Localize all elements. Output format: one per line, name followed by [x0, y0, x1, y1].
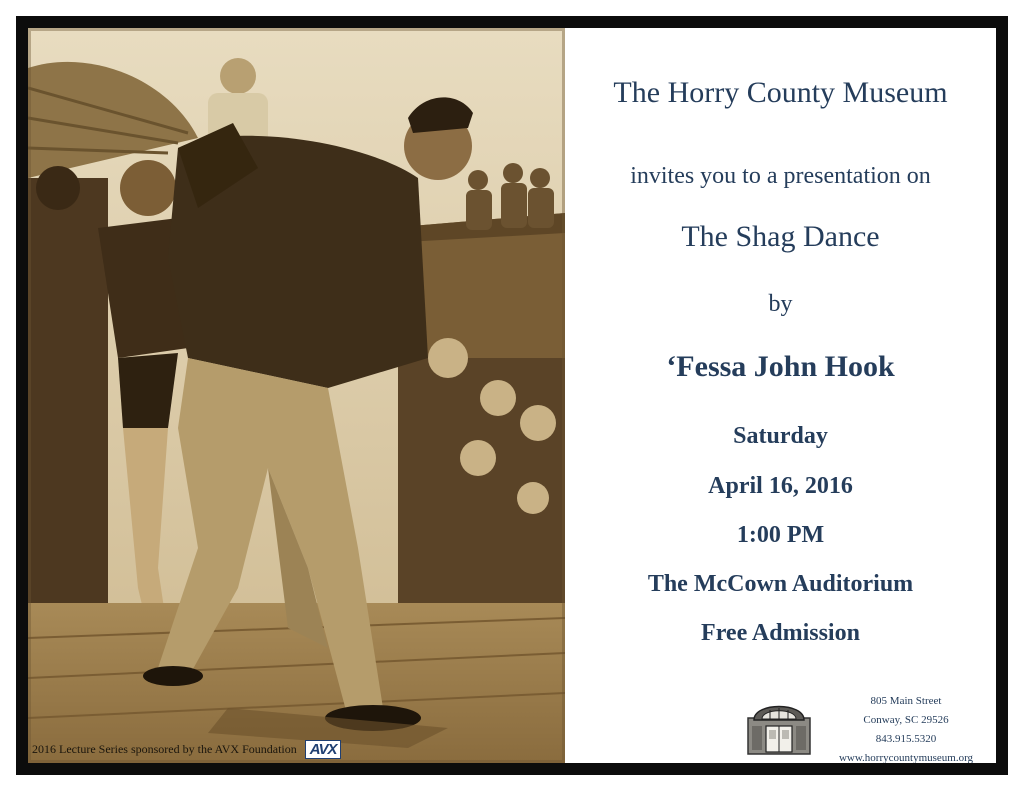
event-time: 1:00 PM	[736, 522, 825, 548]
flyer-panel	[28, 28, 996, 763]
dance-photo	[28, 28, 565, 763]
by-line: by	[768, 291, 793, 317]
sponsor-text: 2016 Lecture Series sponsored by the AVX Foundation	[32, 742, 297, 756]
invitation-line: invites you to a presentation on	[630, 163, 931, 189]
event-day: Saturday	[733, 423, 828, 449]
contact-website: www.horrycountymuseum.org	[838, 752, 974, 763]
museum-name: The Horry County Museum	[613, 76, 948, 109]
presentation-topic: The Shag Dance	[681, 220, 880, 253]
museum-building-icon	[744, 696, 814, 761]
speaker-name: ‘Fessa John Hook	[666, 350, 895, 383]
event-date: April 16, 2016	[708, 473, 853, 499]
contact-phone: 843.915.5320	[875, 733, 937, 745]
sepia-dance-illustration	[28, 28, 565, 763]
museum-contact	[818, 692, 994, 763]
invitation-text	[565, 28, 996, 763]
event-admission: Free Admission	[701, 620, 860, 646]
sponsor-line	[32, 740, 341, 759]
contact-address: 805 Main Street	[870, 695, 942, 707]
event-venue: The McCown Auditorium	[647, 571, 914, 597]
contact-city: Conway, SC 29526	[863, 714, 949, 726]
avx-logo: AVX	[305, 740, 342, 759]
flyer-frame	[16, 16, 1008, 775]
